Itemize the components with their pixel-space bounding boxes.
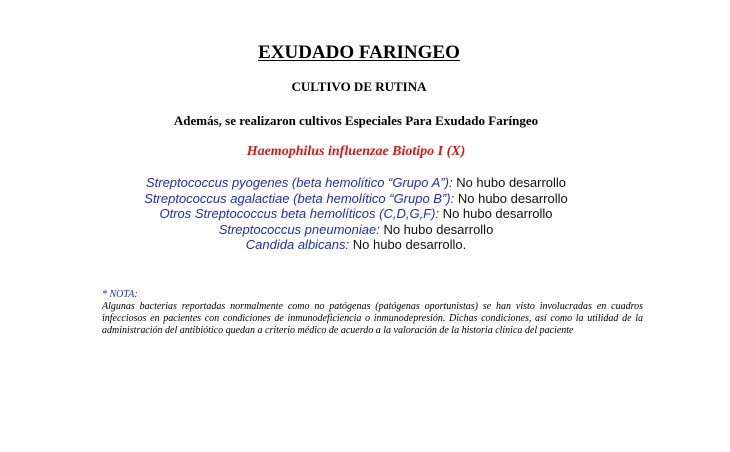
organism-name: Streptococcus agalactiae (beta hemolítico “Grupo B”):	[144, 190, 455, 206]
result-value: No hubo desarrollo.	[349, 237, 467, 252]
result-value: No hubo desarrollo	[439, 206, 553, 221]
results-list	[0, 175, 712, 253]
organism-name: Candida albicans:	[245, 237, 350, 252]
report-subtitle: CULTIVO DE RUTINA	[291, 79, 427, 94]
note-label: * NOTA:	[102, 289, 138, 300]
organism-name: Otros Streptococcus beta hemolíticos (C,D,G,F):	[159, 206, 440, 221]
intro-text: Además, se realizaron cultivos Especiales Para Exudado Faríngeo	[173, 113, 539, 128]
note-body: Algunas bacterias reportadas normalmente como no patógenas (patógenas oportunistas) se han visto involucradas en cuadros infecciosos en pacientes con condiciones de inmunodeficiencia o inmunodepresión. Dichas condiciones, así como la utilidad de la administración del antibiótico quedan a criterio médico de acuerdo a la valoración de la historia clínica del paciente	[102, 301, 643, 336]
result-row	[0, 191, 712, 207]
report-title: EXUDADO FARINGEO	[258, 42, 460, 63]
organism-name: Streptococcus pyogenes (beta hemolítico “Grupo A”)	[145, 175, 449, 190]
result-row	[0, 175, 712, 191]
footnote	[102, 289, 643, 337]
result-separator: :	[448, 175, 453, 190]
result-value: No hubo desarrollo	[452, 175, 567, 190]
highlight-organism: Haemophilus influenzae Biotipo I (X)	[246, 144, 466, 159]
result-value: No hubo desarrollo	[454, 190, 568, 206]
result-row	[0, 237, 712, 253]
result-value: No hubo desarrollo	[379, 221, 494, 237]
organism-name: Streptococcus pneumoniae:	[218, 221, 380, 237]
result-row	[0, 206, 712, 222]
result-row	[0, 222, 712, 238]
